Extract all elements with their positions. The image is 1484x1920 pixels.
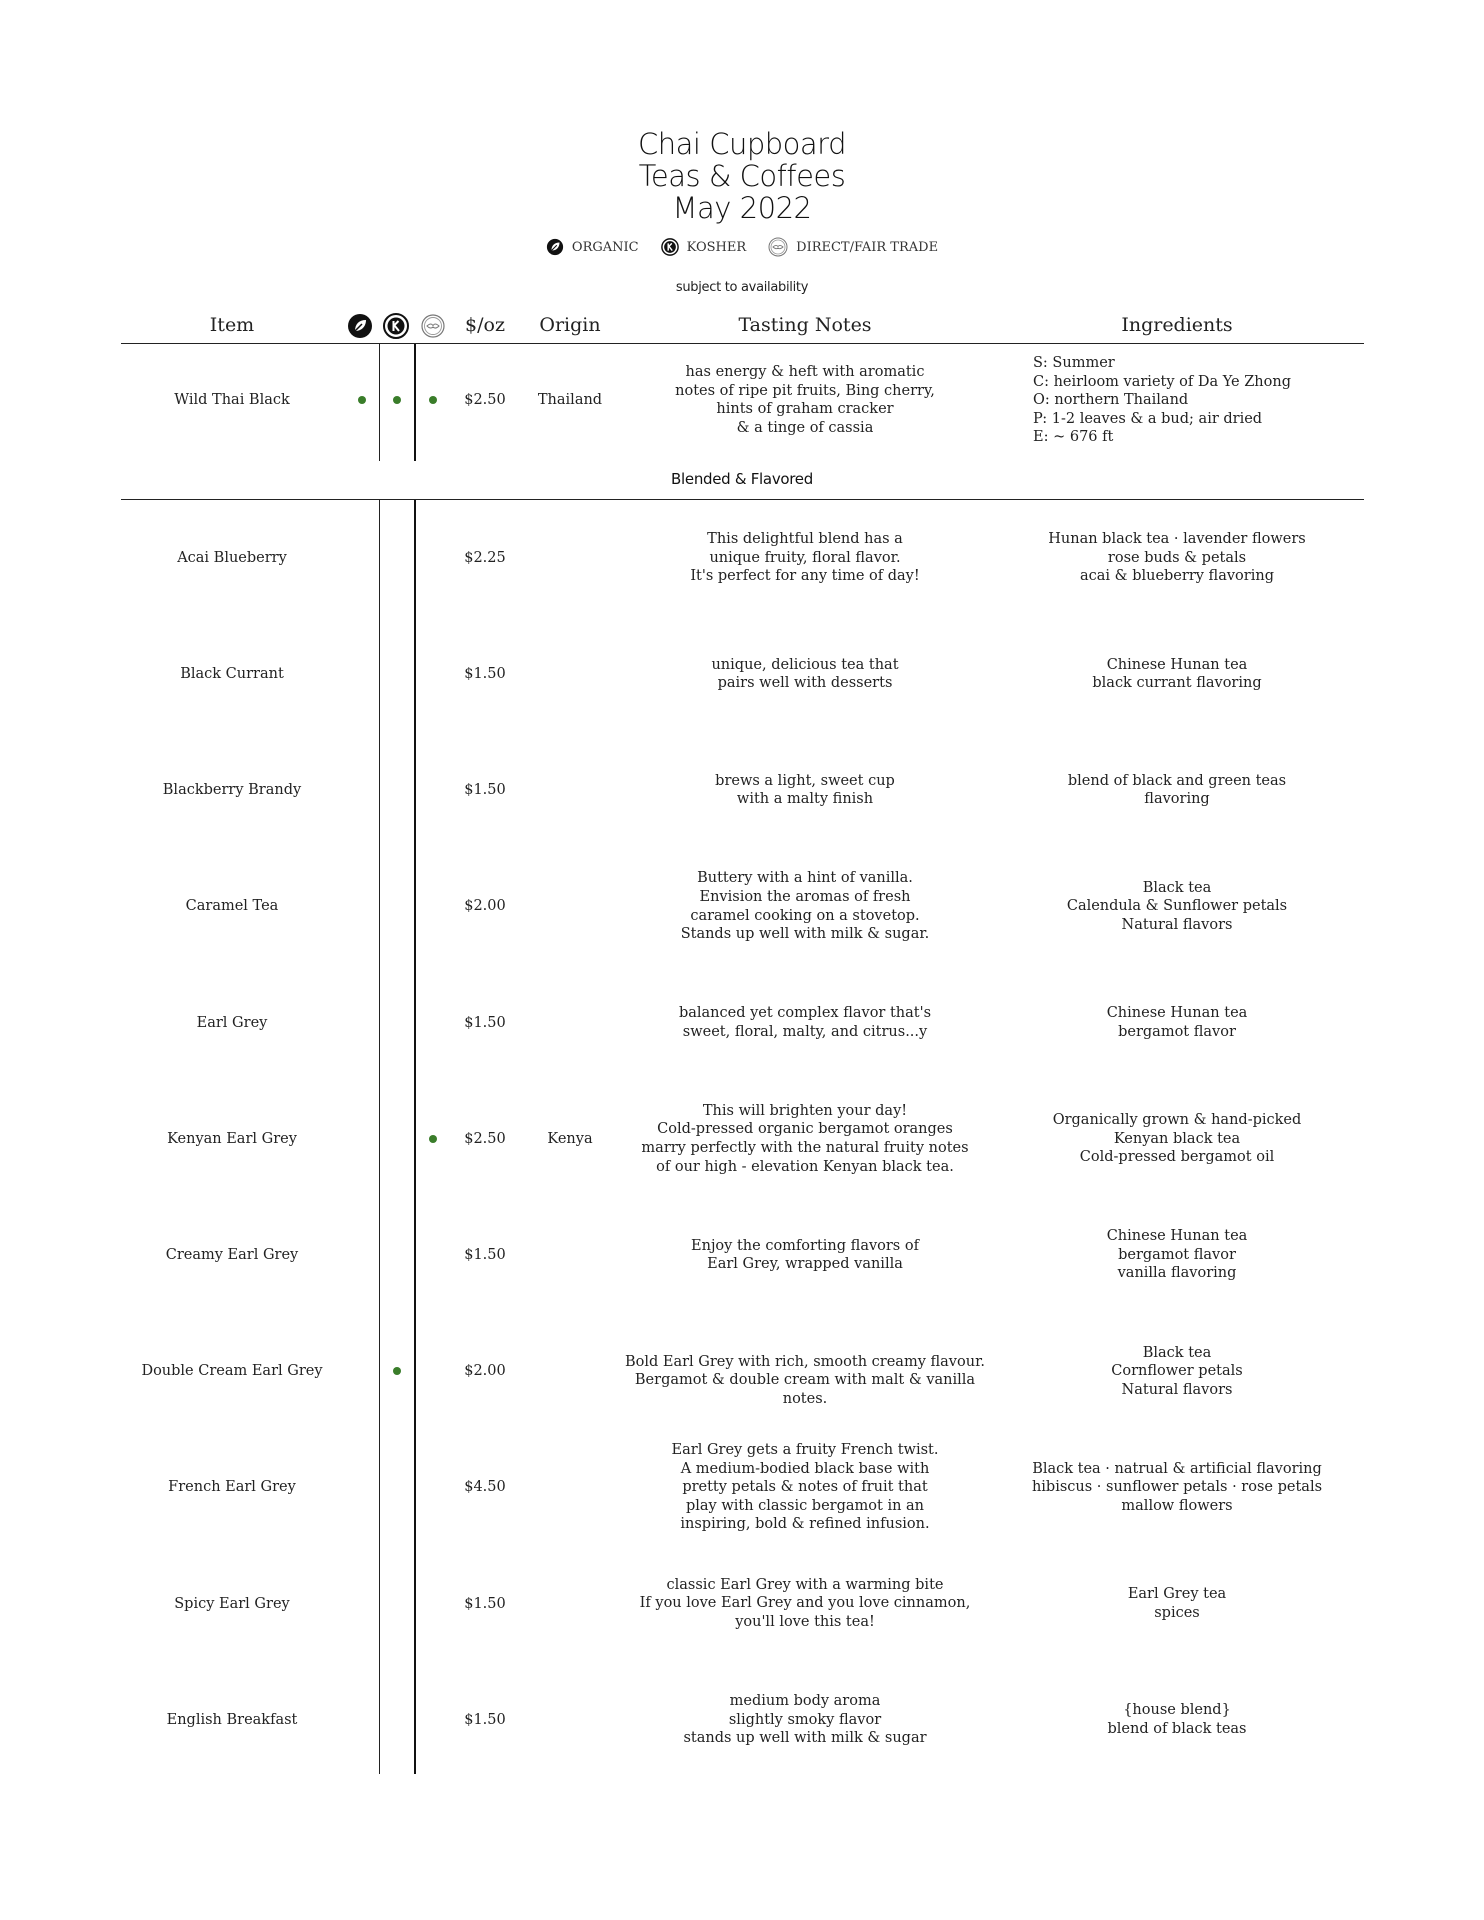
item-name: French Earl Grey	[168, 1479, 296, 1496]
tasting-notes: Buttery with a hint of vanilla. Envision the aromas of fresh caramel cooking on a stovetop. Stands up well with milk & sugar.	[680, 870, 930, 943]
item-price: $1.50	[464, 1711, 506, 1728]
kosher-dot	[393, 1367, 401, 1375]
fair-trade-handshake-icon	[420, 313, 446, 339]
fair-trade-dot	[429, 396, 437, 404]
item-price: $1.50	[464, 665, 506, 682]
item-price: $1.50	[464, 1014, 506, 1031]
organic-leaf-icon	[347, 313, 373, 339]
tasting-notes: classic Earl Grey with a warming bite If you love Earl Grey and you love cinnamon, you'll love this tea!	[639, 1576, 971, 1631]
item-name: English Breakfast	[166, 1711, 298, 1728]
table-row	[0, 344, 1484, 460]
item-price: $2.50	[464, 1130, 506, 1147]
item-name: Caramel Tea	[185, 898, 279, 915]
column-price: $/oz	[465, 314, 505, 336]
item-price: $1.50	[464, 782, 506, 799]
kosher-dot	[393, 396, 401, 404]
column-ingredients: Ingredients	[1121, 314, 1233, 336]
item-name: Double Cream Earl Grey	[141, 1363, 323, 1380]
kosher-icon	[383, 313, 409, 339]
item-name: Creamy Earl Grey	[165, 1246, 299, 1263]
legend	[0, 237, 1484, 257]
tasting-notes: has energy & heft with aromatic notes of ripe pit fruits, Bing cherry, hints of graham cracker & a tinge of cassia	[675, 364, 935, 436]
organic-leaf-icon	[546, 238, 564, 256]
legend-fair-trade	[768, 237, 938, 257]
legend-organic-label: ORGANIC	[571, 239, 639, 255]
item-name: Kenyan Earl Grey	[167, 1130, 297, 1147]
ingredients: Earl Grey tea spices	[1127, 1586, 1227, 1621]
column-item: Item	[209, 314, 255, 336]
ingredients: Black tea · natrual & artificial flavoring hibiscus · sunflower petals · rose petals mallow flowers	[1031, 1460, 1323, 1514]
ingredients: Chinese Hunan tea bergamot flavor vanilla flavoring	[1106, 1228, 1248, 1282]
legend-kosher-label: KOSHER	[686, 239, 747, 255]
legend-organic	[546, 238, 639, 256]
section-title: Blended & Flavored	[671, 470, 813, 488]
item-name: Wild Thai Black	[174, 392, 290, 408]
item-price: $2.00	[464, 898, 506, 915]
item-price: $2.25	[464, 549, 506, 566]
title-line-2: Teas & Coffees	[638, 159, 846, 193]
legend-kosher	[661, 238, 747, 256]
ingredients: Chinese Hunan tea bergamot flavor	[1106, 1005, 1248, 1040]
ingredients: Organically grown & hand-picked Kenyan black tea Cold-pressed bergamot oil	[1052, 1112, 1302, 1166]
tasting-notes: brews a light, sweet cup with a malty finish	[715, 772, 895, 808]
vertical-divider	[414, 500, 416, 1774]
column-tasting-notes: Tasting Notes	[738, 314, 872, 336]
organic-dot	[358, 396, 366, 404]
availability-note: subject to availability	[675, 280, 809, 295]
tasting-notes: Earl Grey gets a fruity French twist. A medium-bodied black base with pretty petals & notes of fruit that play with classic bergamot in an inspiring, bold & refined infusion.	[671, 1442, 939, 1533]
item-price: $2.00	[464, 1363, 506, 1380]
table-header	[0, 308, 1484, 344]
tasting-notes: Enjoy the comforting flavors of Earl Grey, wrapped vanilla	[691, 1237, 919, 1273]
ingredients: Black tea Cornflower petals Natural flavors	[1111, 1344, 1243, 1398]
tasting-notes: medium body aroma slightly smoky flavor stands up well with milk & sugar	[683, 1693, 927, 1747]
tasting-notes: This will brighten your day! Cold-pressed organic bergamot oranges marry perfectly with the natural fruity notes of our high - elevation Kenyan black tea.	[641, 1102, 969, 1175]
tasting-notes: This delightful blend has a unique fruity, floral flavor. It's perfect for any time of day!	[690, 531, 920, 585]
tasting-notes: balanced yet complex flavor that's sweet, floral, malty, and citrus...y	[678, 1005, 932, 1040]
kosher-icon	[661, 238, 679, 256]
tasting-notes: unique, delicious tea that pairs well with desserts	[711, 656, 899, 692]
item-price: $2.50	[464, 392, 506, 408]
ingredients: Hunan black tea · lavender flowers rose buds & petals acai & blueberry flavoring	[1048, 531, 1306, 585]
item-name: Blackberry Brandy	[162, 782, 302, 799]
title-line-1: Chai Cupboard	[638, 127, 846, 161]
legend-fair-trade-label: DIRECT/FAIR TRADE	[796, 239, 939, 255]
item-price: $1.50	[464, 1246, 506, 1263]
item-origin: Kenya	[547, 1130, 593, 1147]
item-name: Acai Blueberry	[177, 549, 287, 566]
ingredients: Chinese Hunan tea black currant flavoring	[1092, 656, 1262, 692]
menu-title	[0, 128, 1484, 224]
title-line-3: May 2022	[672, 191, 812, 225]
fair-trade-dot	[429, 1135, 437, 1143]
vertical-divider	[379, 500, 380, 1774]
ingredients: S: Summer C: heirloom variety of Da Ye Zhong O: northern Thailand P: 1-2 leaves & a bud; air dried E: ~ 676 ft	[1033, 355, 1291, 446]
item-name: Spicy Earl Grey	[174, 1595, 290, 1612]
item-name: Black Currant	[180, 665, 284, 682]
tasting-notes: Bold Earl Grey with rich, smooth creamy flavour. Bergamot & double cream with malt & vanilla notes.	[624, 1353, 986, 1407]
item-name: Earl Grey	[196, 1014, 268, 1031]
section-divider	[121, 499, 1364, 500]
ingredients: Black tea Calendula & Sunflower petals Natural flavors	[1066, 879, 1288, 933]
column-origin: Origin	[539, 314, 601, 336]
ingredients: blend of black and green teas flavoring	[1067, 772, 1287, 808]
ingredients: {house blend} blend of black teas	[1107, 1702, 1247, 1737]
item-price: $4.50	[464, 1479, 506, 1496]
item-origin: Thailand	[537, 392, 603, 408]
fair-trade-handshake-icon	[768, 237, 788, 257]
item-price: $1.50	[464, 1595, 506, 1612]
